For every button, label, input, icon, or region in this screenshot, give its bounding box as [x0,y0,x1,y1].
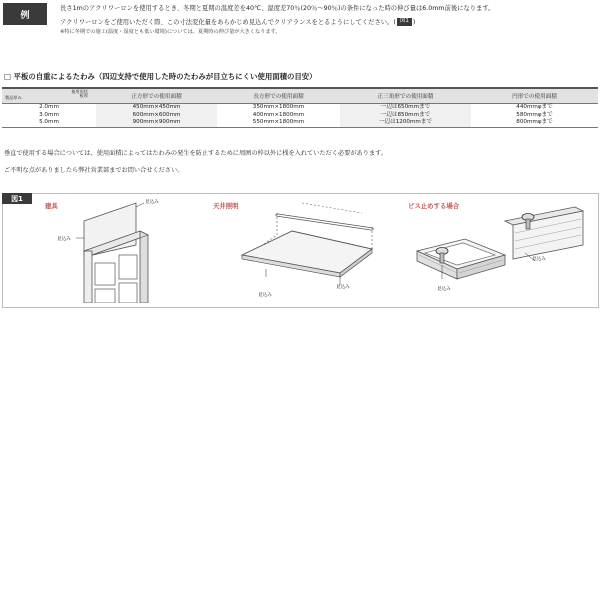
example-line-1: 長さ1mのアクリワーロンを使用するとき、冬期と夏期の温度差を40℃、湿度差70％(20％〜90％)の条件になった時の伸び量は6.0mm前後になります。 [60,5,495,12]
table-row [2,112,598,120]
fittings-illustration [40,193,190,303]
callout-screw-1: 見込み [437,287,451,292]
cell-thickness: 5.0mm [2,119,96,127]
cell-tri: 一辺は1200mmまで [340,119,471,127]
paragraph-contact: ご不明な点がありましたら弊社営業部までお問い合せください。 [4,167,184,174]
corner-top-label: 使用形状 板厚 [71,89,88,99]
cell-square: 450mm×450mm [96,104,217,112]
example-tag: 例 [3,3,47,25]
screw-fixing-illustration [405,193,595,303]
corner-bottom-label: 製品厚み [5,95,22,100]
cell-tri: 一辺は850mmまで [340,112,471,120]
table-row [2,119,598,127]
header-square: 正方形での使用面積 [96,88,217,104]
figure-ref-badge: 図1 [397,18,412,26]
panel-label-ceiling-light: 天井照明 [213,202,239,210]
figure-tag: 図1 [2,193,32,204]
example-note: ※特に冬期での施工(温度・湿度とも低い環境)については、夏期時の伸び量が大きくなります。 [60,29,281,35]
table-header-row [2,88,598,104]
section-title: □ 平板の自重によるたわみ（四辺支持で使用した時のたわみが目立ちにくい使用面積の目安） [4,72,317,81]
callout-ceiling-1: 見込み [258,293,272,298]
ceiling-light-illustration [222,193,397,303]
header-circle: 円形での使用面積 [471,88,598,104]
cell-circle: 800mmφまで [471,119,598,127]
table-row [2,104,598,112]
panel-label-fittings: 建具 [45,202,58,210]
callout-fittings-1: 見込み [145,200,159,205]
example-line-2-text: アクリワーロンをご使用いただく際、この寸法変化量をあらかじめ見込んでクリアランスをとるようにしてください。 [60,18,394,26]
example-line-2: アクリワーロンをご使用いただく際、この寸法変化量をあらかじめ見込んでクリアランスをとるようにしてください。( 図1 ) [60,18,416,26]
deflection-table [2,87,598,128]
cell-square: 600mm×600mm [96,112,217,120]
cell-tri: 一辺は650mmまで [340,104,471,112]
cell-rect: 400mm×1800mm [252,111,305,118]
cell-circle: 580mmφまで [516,111,553,118]
cell-square: 900mm×900mm [96,119,217,127]
panel-label-screw-fixing: ビス止めする場合 [408,202,460,210]
table-corner-cell [2,88,96,104]
callout-fittings-2: 見込み [57,237,71,242]
cell-rect: 350mm×1800mm [252,104,305,110]
callout-ceiling-2: 見込み [336,285,350,290]
cell-circle: 440mmφまで [516,104,553,110]
cell-rect: 550mm×1800mm [217,119,340,127]
header-triangle: 正三角形での使用面積 [340,88,471,104]
callout-screw-2: 見込み [532,257,546,262]
paragraph-vertical-use: 垂直で使用する場合については、使用面積によってはたわみの発生を防止するために周囲の枠以外に桟を入れていただく必要があります。 [4,150,388,157]
header-rectangle: 長方形での使用面積 [217,88,340,104]
cell-thickness: 3.0mm [39,111,59,118]
cell-thickness: 2.0mm [39,104,59,110]
